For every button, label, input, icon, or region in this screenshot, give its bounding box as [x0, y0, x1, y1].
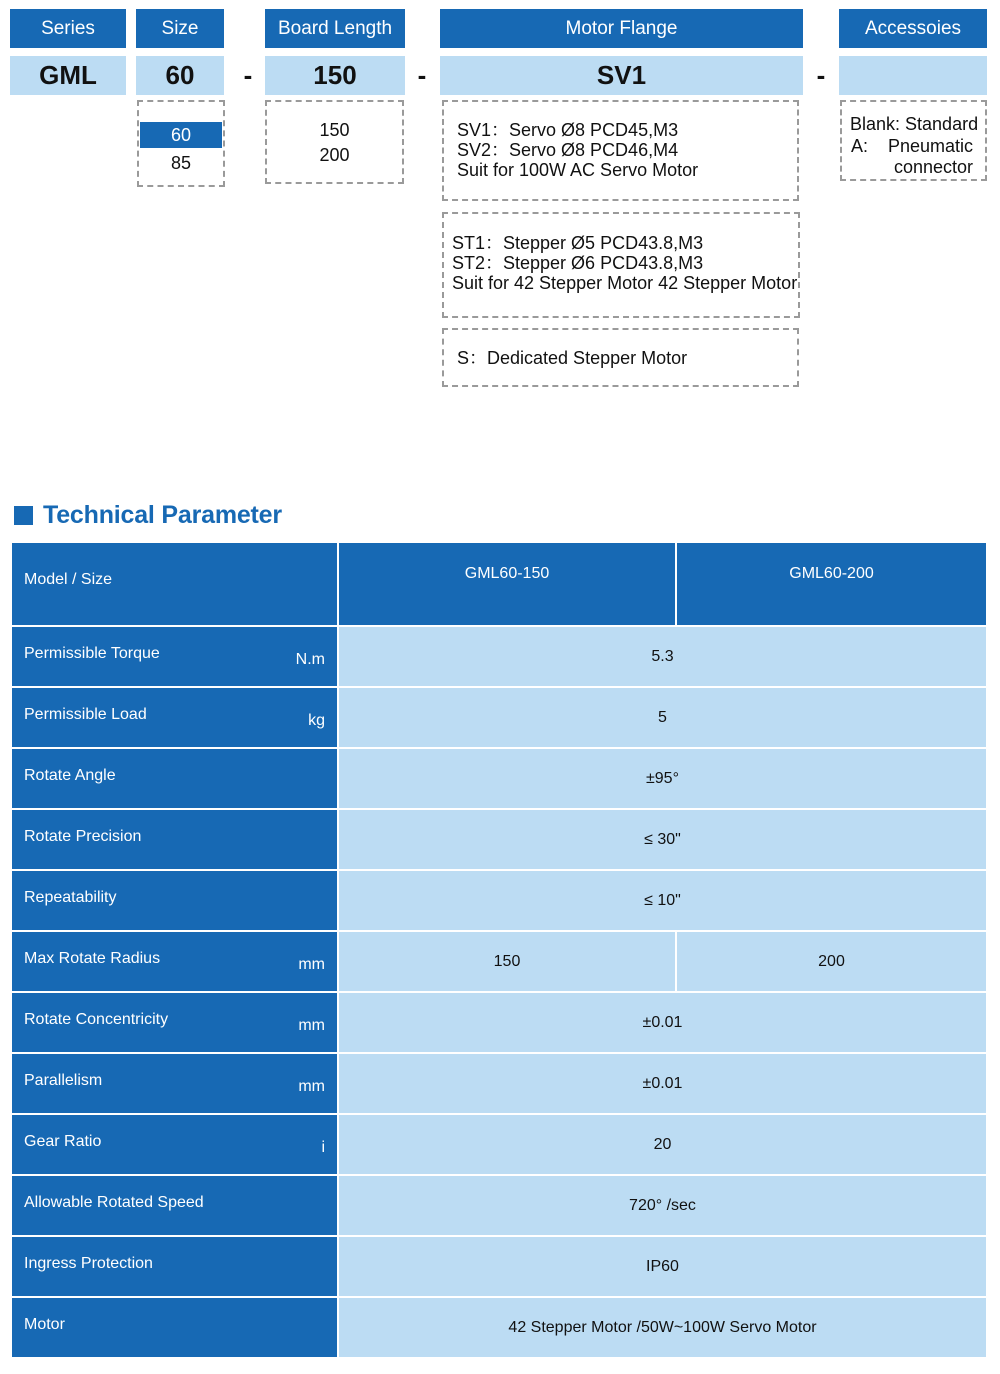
param-label: Rotate Angle — [24, 767, 116, 784]
size-value: 60 — [136, 56, 224, 95]
motor-flange-header: Motor Flange — [440, 9, 803, 48]
param-value: 5.3 — [338, 626, 987, 687]
table-row — [11, 687, 987, 748]
accessories-value — [839, 56, 987, 95]
param-label: Motor — [24, 1316, 65, 1333]
param-label: Allowable Rotated Speed — [24, 1194, 204, 1211]
accessories-options-box — [840, 100, 987, 181]
flange-option-line: S：Dedicated Stepper Motor — [457, 348, 688, 368]
accessories-header: Accessoies — [839, 9, 987, 48]
table-row — [11, 992, 987, 1053]
table-row — [11, 748, 987, 809]
flange-option-line: ST2：Stepper Ø6 PCD43.8,M3 — [452, 253, 704, 273]
flange-option-line: SV1：Servo Ø8 PCD45,M3 — [457, 120, 679, 140]
param-label: Parallelism — [24, 1072, 103, 1089]
header-label-cell — [11, 542, 338, 626]
flange-option-line: SV2：Servo Ø8 PCD46,M4 — [457, 140, 679, 160]
param-value: ±0.01 — [338, 992, 987, 1053]
size-option: 85 — [170, 153, 192, 173]
table-row — [11, 1114, 987, 1175]
table-row — [11, 1175, 987, 1236]
param-value: 5 — [338, 687, 987, 748]
section-title — [14, 500, 282, 530]
table-row — [11, 931, 987, 992]
param-unit: N.m — [295, 651, 325, 668]
flange-dedicated-option — [442, 328, 799, 387]
table-row — [11, 870, 987, 931]
series-header: Series — [10, 9, 126, 48]
accessory-option-a-text: Pneumatic — [887, 136, 973, 156]
param-unit: mm — [298, 1078, 325, 1095]
param-label: Ingress Protection — [24, 1255, 153, 1272]
param-unit: mm — [298, 956, 325, 973]
separator-dash: - — [243, 60, 253, 90]
table-row — [11, 809, 987, 870]
param-value: 42 Stepper Motor /50W~100W Servo Motor — [338, 1297, 987, 1358]
table-row — [11, 1297, 987, 1358]
param-value: ≤ 10" — [338, 870, 987, 931]
param-value: ±95° — [338, 748, 987, 809]
table-row — [11, 1236, 987, 1297]
board-length-option: 200 — [319, 145, 350, 165]
motor-flange-value: SV1 — [440, 56, 803, 95]
flange-stepper-options — [442, 212, 800, 318]
series-value: GML — [10, 56, 126, 95]
size-header: Size — [136, 9, 224, 48]
param-value: 200 — [676, 931, 987, 992]
param-label: Rotate Concentricity — [24, 1011, 169, 1028]
section-title-text: Technical Parameter — [43, 500, 282, 529]
model-header-cell: GML60-200 — [676, 542, 987, 626]
param-unit: kg — [308, 712, 325, 729]
param-value: 20 — [338, 1114, 987, 1175]
table-row — [11, 626, 987, 687]
param-value: IP60 — [338, 1236, 987, 1297]
param-label: Permissible Torque — [24, 645, 160, 662]
board-length-value: 150 — [265, 56, 405, 95]
param-label: Repeatability — [24, 889, 117, 906]
flange-servo-options — [442, 100, 799, 201]
param-value: ≤ 30" — [338, 809, 987, 870]
size-options-box — [137, 100, 225, 187]
square-bullet-icon — [14, 506, 33, 525]
table-header-row — [11, 542, 987, 626]
flange-option-line: ST1：Stepper Ø5 PCD43.8,M3 — [452, 233, 704, 253]
board-length-options-box — [265, 100, 404, 184]
param-unit: mm — [298, 1017, 325, 1034]
board-length-option: 150 — [319, 120, 350, 140]
accessory-option-a-label: A: — [851, 136, 869, 156]
param-value: 720° /sec — [338, 1175, 987, 1236]
board-length-header: Board Length — [265, 9, 405, 48]
param-value: 150 — [338, 931, 676, 992]
param-label: Gear Ratio — [24, 1133, 102, 1150]
param-unit: i — [321, 1139, 325, 1156]
table-row — [11, 1053, 987, 1114]
accessory-option-a-text: connector — [893, 157, 973, 177]
size-option-selected: 60 — [140, 122, 222, 148]
flange-option-line: Suit for 100W AC Servo Motor — [457, 160, 699, 180]
flange-option-line: Suit for 42 Stepper Motor 42 Stepper Motor — [452, 273, 798, 293]
param-value: ±0.01 — [338, 1053, 987, 1114]
header-label: Model / Size — [24, 571, 113, 588]
technical-parameter-table — [10, 541, 988, 1359]
separator-dash: - — [417, 60, 427, 90]
param-label: Rotate Precision — [24, 828, 142, 845]
param-label: Permissible Load — [24, 706, 147, 723]
separator-dash: - — [816, 60, 826, 90]
accessory-option-standard: Blank: Standard — [850, 114, 979, 134]
param-label: Max Rotate Radius — [24, 950, 161, 967]
model-header-cell: GML60-150 — [338, 542, 676, 626]
